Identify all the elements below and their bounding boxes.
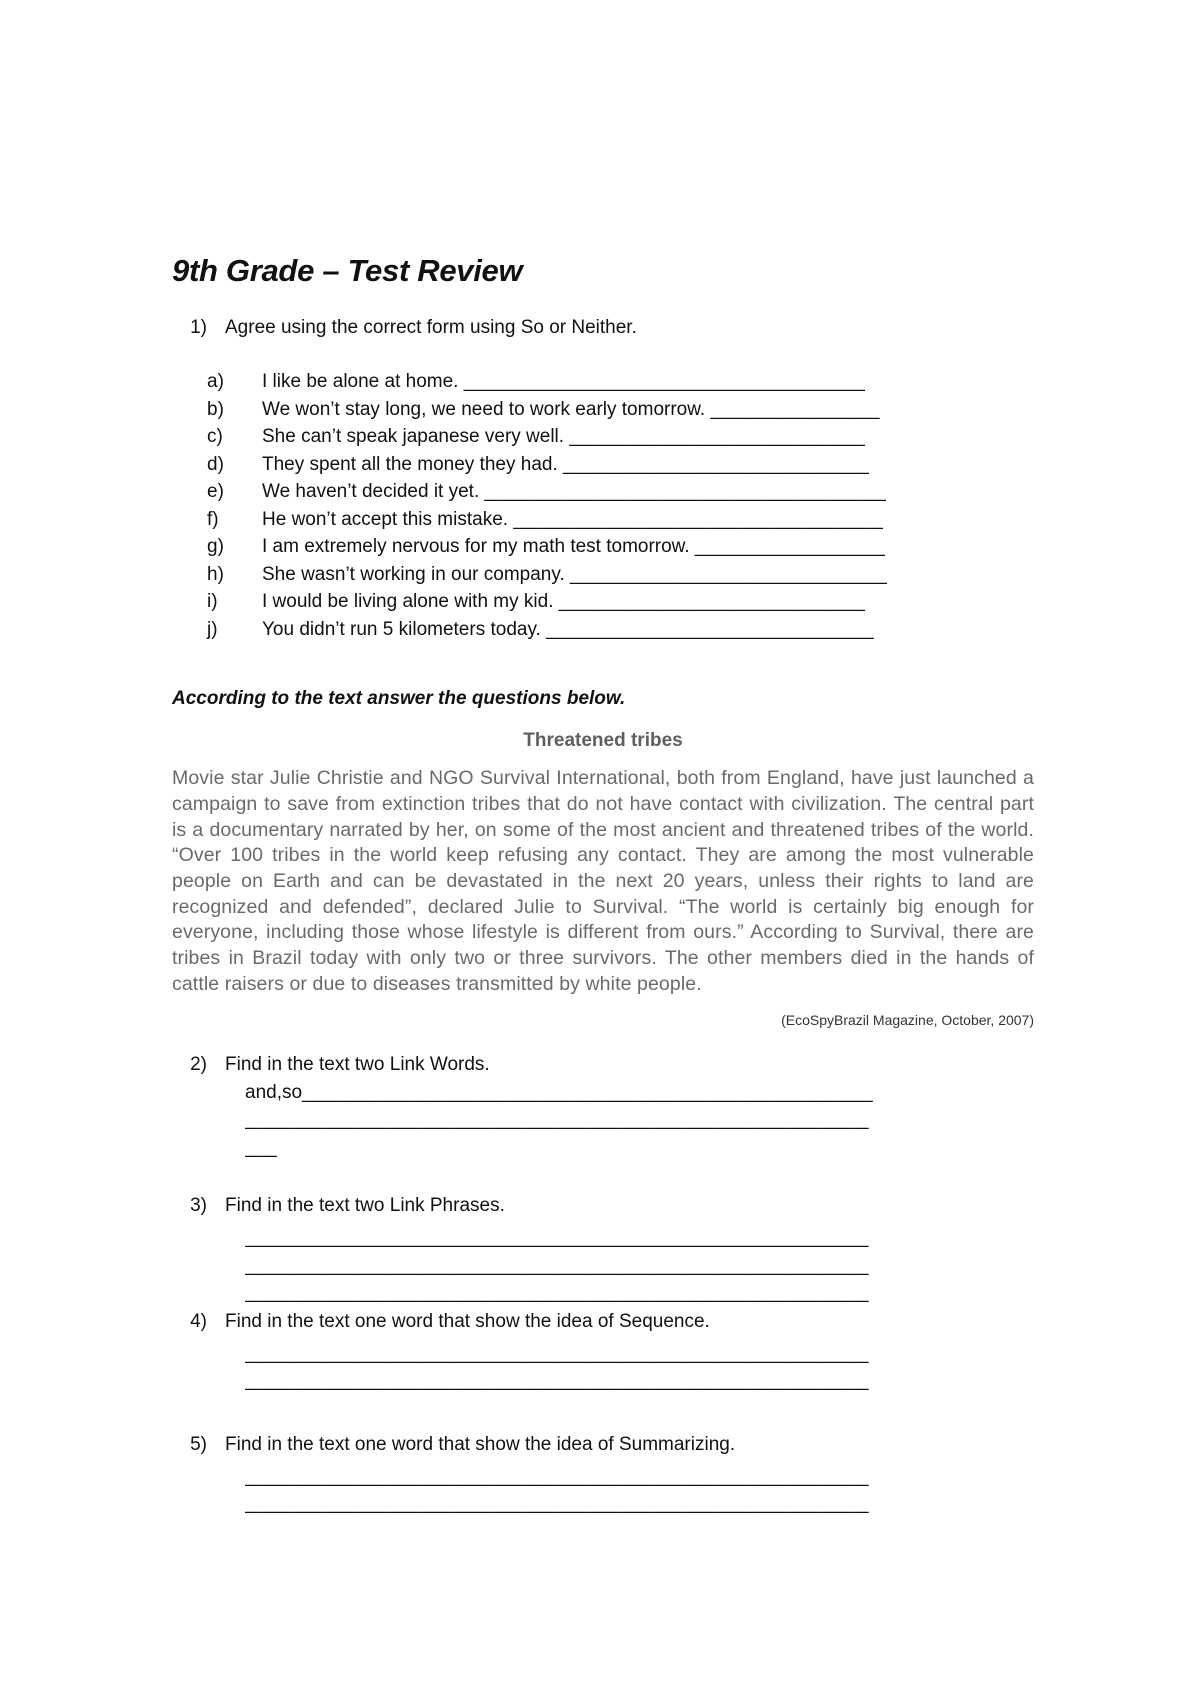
list-item	[172, 616, 1034, 644]
answer-line: and,so______________________________________________________	[245, 1081, 873, 1103]
answer-line: ___________________________________________________________	[245, 1227, 869, 1249]
worksheet-page	[172, 252, 1034, 1518]
item-label: g)	[207, 536, 224, 558]
item-text: You didn’t run 5 kilometers today. _______________________________	[262, 618, 874, 640]
answer-line: ___________________________________________________________	[245, 1109, 869, 1131]
item-label: f)	[207, 508, 219, 530]
reading-title: Threatened tribes	[523, 730, 683, 752]
question-prompt: Find in the text two Link Words.	[225, 1053, 490, 1075]
list-item	[172, 506, 1034, 534]
list-item	[172, 561, 1034, 589]
list-item	[172, 478, 1034, 506]
item-label: j)	[207, 618, 218, 640]
question-prompt: Find in the text one word that show the idea of Sequence.	[225, 1310, 710, 1332]
item-label: a)	[207, 371, 224, 393]
question-number: 4)	[190, 1310, 207, 1332]
answer-line: ___________________________________________________________	[245, 1282, 869, 1304]
list-item	[172, 451, 1034, 479]
question-prompt: Find in the text two Link Phrases.	[225, 1195, 505, 1217]
answer-line: ___	[245, 1136, 277, 1158]
item-label: c)	[207, 426, 223, 448]
list-item	[172, 396, 1034, 424]
question-5	[172, 1430, 1034, 1518]
list-item	[172, 423, 1034, 451]
question-number: 1)	[190, 317, 207, 339]
answer-line: ___________________________________________________________	[245, 1493, 869, 1515]
question-2	[172, 1050, 1034, 1162]
item-text: I would be living alone with my kid. _____________________________	[262, 591, 866, 613]
item-label: i)	[207, 591, 218, 613]
question-number: 2)	[190, 1053, 207, 1075]
item-label: d)	[207, 453, 224, 475]
answer-line: ___________________________________________________________	[245, 1342, 869, 1364]
question-number: 3)	[190, 1195, 207, 1217]
item-text: We won’t stay long, we need to work early tomorrow. ________________	[262, 398, 880, 420]
item-label: e)	[207, 481, 224, 503]
item-text: We haven’t decided it yet. ______________________________________	[262, 481, 887, 503]
item-text: I like be alone at home. ______________________________________	[262, 371, 866, 393]
item-label: h)	[207, 563, 224, 585]
reading-passage: Movie star Julie Christie and NGO Survival International, both from England, have just launched a campaign to save from extinction tribes that do not have contact with civilization. The central part is a documentary narrated by her, on some of the most ancient and threatened tribes of the world. “Over 100 tribes in the world keep refusing any contact. They are among the most vulnerable people on Earth and can be devastated in the next 20 years, unless their rights to land are recognized and defended”, declared Julie to Survival. “The world is certainly big enough for everyone, including those whose lifestyle is different from ours.” According to Survival, there are tribes in Brazil today with only two or three survivors. The other members died in the hands of cattle raisers or due to diseases transmitted by white people.	[172, 767, 1034, 995]
answer-line: ___________________________________________________________	[245, 1370, 869, 1392]
item-text: She can’t speak japanese very well. ____________________________	[262, 426, 866, 448]
item-text: He won’t accept this mistake. ___________________________________	[262, 508, 884, 530]
list-item	[172, 588, 1034, 616]
question-number: 5)	[190, 1433, 207, 1455]
reading-source: (EcoSpyBrazil Magazine, October, 2007)	[781, 1011, 1034, 1028]
answer-line: ___________________________________________________________	[245, 1254, 869, 1276]
item-text: She wasn’t working in our company. ______________________________	[262, 563, 888, 585]
list-item	[172, 533, 1034, 561]
question-prompt: Agree using the correct form using So or Neither.	[225, 317, 637, 339]
item-label: b)	[207, 398, 224, 420]
answer-line: ___________________________________________________________	[245, 1465, 869, 1487]
question-prompt: Find in the text one word that show the idea of Summarizing.	[225, 1433, 736, 1455]
item-text: I am extremely nervous for my math test tomorrow. __________________	[262, 536, 886, 558]
list-item	[172, 368, 1034, 396]
question-4	[172, 1307, 1034, 1395]
question-1	[172, 314, 1034, 341]
item-text: They spent all the money they had. _____________________________	[262, 453, 870, 475]
reading-instruction: According to the text answer the questions below.	[172, 688, 626, 710]
question-3	[172, 1191, 1034, 1307]
page-title: 9th Grade – Test Review	[172, 253, 523, 288]
agree-items-list	[172, 368, 1034, 643]
